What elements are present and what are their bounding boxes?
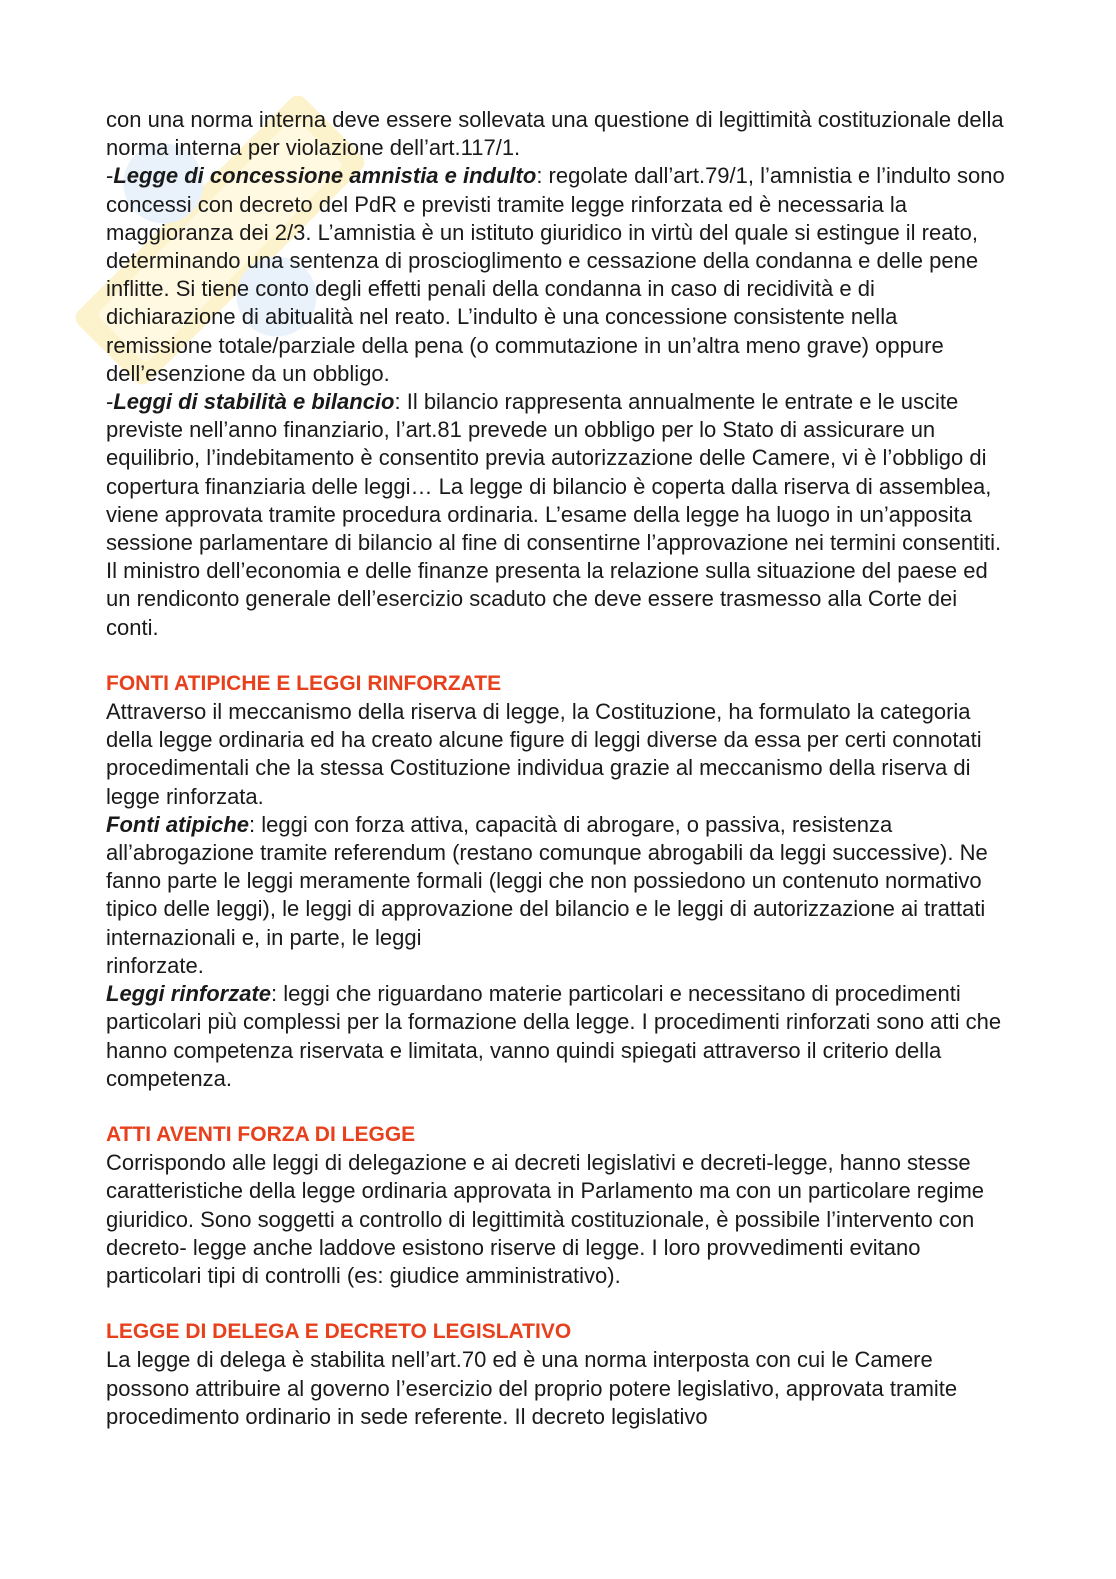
fonti-atipiche-paragraph — [106, 811, 1006, 952]
leggi-rinforzate-term: Leggi rinforzate — [106, 981, 272, 1007]
fonti-atipiche-text: : leggi con forza attiva, capacità di abrogare, o passiva, resistenza all’abrogazione tramite referendum (restano comunque abrogabili da leggi successive). Ne fanno parte le leggi meramente formali (leggi che non possiedono un contenuto normativo tipico delle leggi), le leggi di approvazione del bilancio e le leggi di autorizzazione ai trattati internazionali e, in parte, le leggi — [106, 811, 988, 950]
amnistia-paragraph — [106, 162, 1006, 388]
stabilita-text: : Il bilancio rappresenta annualmente le entrate e le uscite previste nell’anno finanziario, l’art.81 prevede un obbligo per lo Stato di assicurare un equilibrio, l’indebitamento è consentito previa autorizzazione delle Camere, vi è l’obbligo di copertura finanziaria delle leggi… La legge di bilancio è coperta dalla riserva di assemblea, viene approvata tramite procedura ordinaria. L’esame della legge ha luogo in un’apposita sessione parlamentare di bilancio al fine di consentirne l’approvazione nei termini consentiti. Il ministro dell’economia e delle finanze presenta la relazione sulla situazione del paese ed un rendiconto generale dell’esercizio scaduto che deve essere trasmesso alla Corte dei conti. — [106, 389, 1002, 640]
amnistia-prefix: - — [106, 163, 114, 189]
delega-paragraph: La legge di delega è stabilita nell’art.70 ed è una norma interposta con cui le Camere possono attribuire al governo l’esercizio del proprio potere legislativo, approvata tramite procedimento ordinario in sede referente. Il decreto legislativo — [106, 1347, 958, 1429]
intro-paragraph: con una norma interna deve essere sollevata una questione di legittimità costituzionale della norma interna per violazione dell’art.117/1. — [106, 107, 1004, 161]
heading-atti-aventi-forza: ATTI AVENTI FORZA DI LEGGE — [106, 1122, 416, 1146]
amnistia-term: Legge di concessione amnistia e indulto — [113, 163, 537, 189]
heading-legge-delega: LEGGE DI DELEGA E DECRETO LEGISLATIVO — [106, 1320, 572, 1344]
fonti-atipiche-tail: rinforzate. — [106, 952, 204, 978]
stabilita-prefix: - — [106, 389, 114, 415]
heading-fonti-atipiche: FONTI ATIPICHE E LEGGI RINFORZATE — [106, 671, 502, 695]
fonti-intro-paragraph: Attraverso il meccanismo della riserva di legge, la Costituzione, ha formulato la categoria della legge ordinaria ed ha creato alcune figure di leggi diverse da essa per certi connotati procedimentali che la stessa Costituzione individua grazie al meccanismo della riserva di legge rinforzata. — [106, 699, 982, 809]
document-body — [106, 106, 1006, 1431]
leggi-rinforzate-text: : leggi che riguardano materie particolari e necessitano di procedimenti particolari più complessi per la formazione della legge. I procedimenti rinforzati sono atti che hanno competenza riservata e limitata, vanno quindi spiegati attraverso il criterio della competenza. — [106, 981, 1002, 1091]
stabilita-paragraph — [106, 388, 1006, 642]
stabilita-term: Leggi di stabilità e bilancio — [113, 389, 395, 415]
atti-paragraph: Corrispondo alle leggi di delegazione e ai decreti legislativi e decreti-legge, hanno stesse caratteristiche della legge ordinaria approvata in Parlamento ma con un particolare regime giuridico. Sono soggetti a controllo di legittimità costituzionale, è possibile l’intervento con decreto- legge anche laddove esistono riserve di legge. I loro provvedimenti evitano particolari tipi di controlli (es: giudice amministrativo). — [106, 1150, 985, 1288]
leggi-rinforzate-paragraph — [106, 980, 1006, 1093]
fonti-atipiche-term: Fonti atipiche — [106, 811, 249, 837]
amnistia-text: : regolate dall’art.79/1, l’amnistia e l’indulto sono concessi con decreto del PdR e previsti tramite legge rinforzata ed è necessaria la maggioranza dei 2/3. L’amnistia è un istituto giuridico in virtù del quale si estingue il reato, determinando una sentenza di proscioglimento e cessazione della condanna e delle pene inflitte. Si tiene conto degli effetti penali della condanna in caso di recidività e di dichiarazione di abitualità nel reato. L’indulto è una concessione consistente nella remissione totale/parziale della pena (o commutazione in un’altra meno grave) oppure dell’esenzione da un obbligo. — [106, 163, 1005, 386]
